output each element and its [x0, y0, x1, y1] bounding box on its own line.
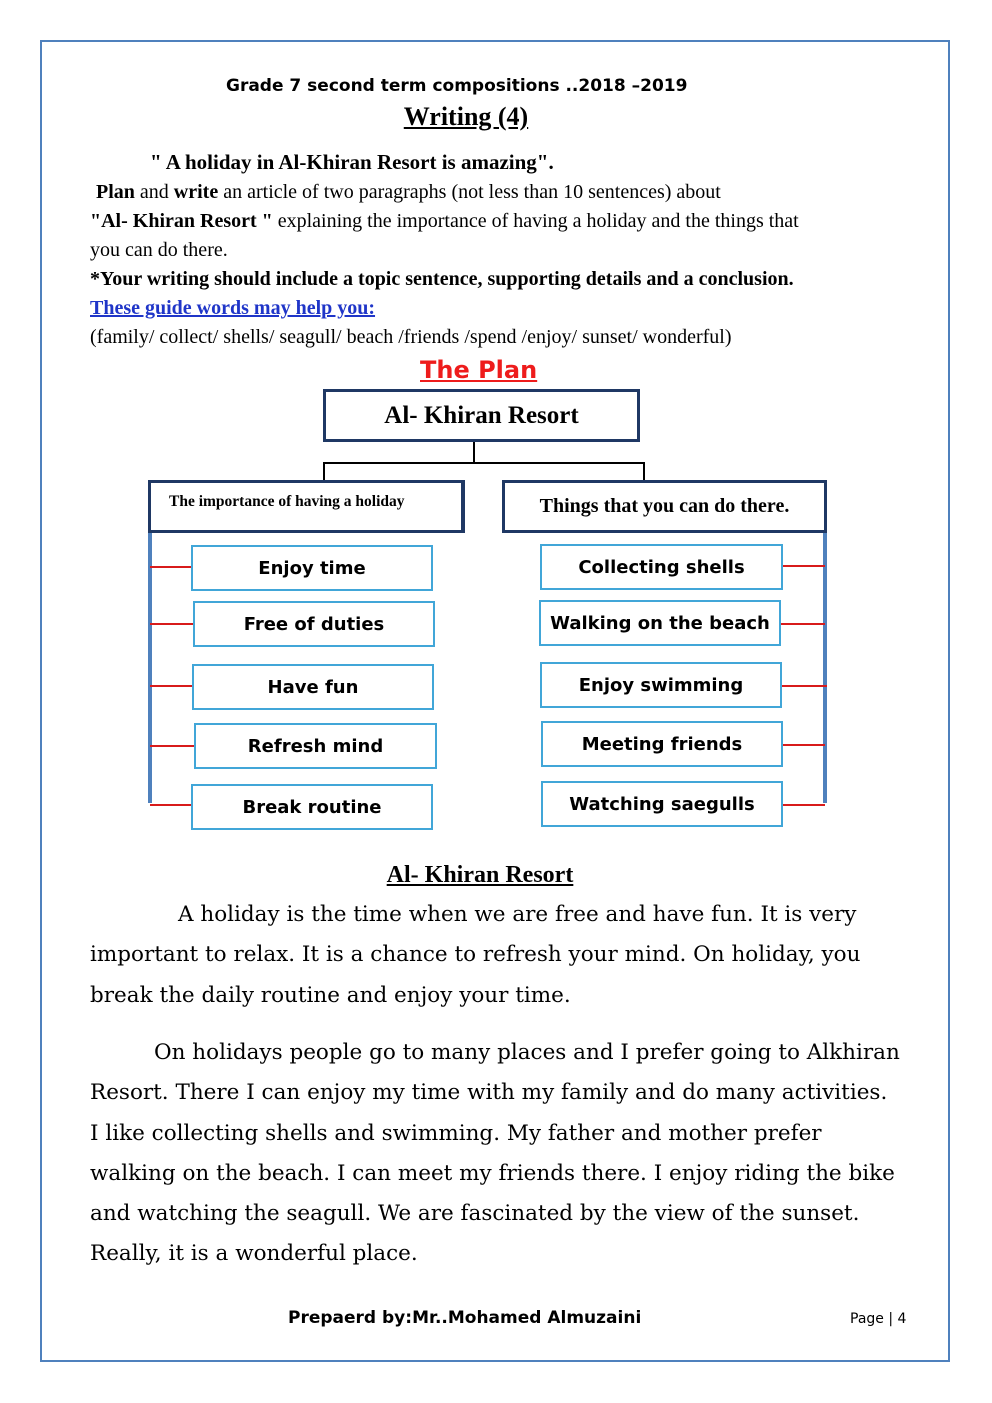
right-connector — [783, 565, 825, 567]
essay-paragraph-2 — [90, 1033, 920, 1275]
plan-right-item: Collecting shells — [540, 544, 783, 590]
plan-right-heading: Things that you can do there. — [502, 480, 827, 533]
footer-page-number: Page | 4 — [850, 1311, 907, 1327]
paragraph-line: On holidays people go to many places and I prefer going to Alkhiran — [154, 1040, 900, 1065]
plan-right-item: Enjoy swimming — [540, 662, 782, 708]
left-connector — [150, 566, 191, 568]
guide-words: (family/ collect/ shells/ seagull/ beach /friends /spend /enjoy/ sunset/ wonderful) — [90, 326, 732, 348]
plan-main-box: Al- Khiran Resort — [323, 389, 640, 442]
left-connector — [150, 745, 194, 747]
plan-left-item: Enjoy time — [191, 545, 433, 591]
right-connector — [782, 744, 825, 746]
plan-left-item: Refresh mind — [194, 723, 437, 769]
plan-right-item: Walking on the beach — [539, 600, 781, 646]
and-word: and — [134, 181, 174, 203]
connector-left-drop — [323, 462, 325, 480]
paragraph-line: and watching the seagull. We are fascinated by the view of the sunset. — [90, 1201, 860, 1227]
right-connector — [781, 685, 827, 687]
paragraph-line: I like collecting shells and swimming. My father and mother prefer — [90, 1120, 822, 1146]
connector-horizontal — [323, 462, 645, 464]
essay-paragraph-1 — [90, 895, 920, 1016]
plan-right-item: Meeting friends — [541, 721, 783, 767]
left-connector — [150, 804, 191, 806]
resort-name-quote: "Al- Khiran Resort " — [90, 210, 273, 232]
left-rail — [148, 533, 152, 803]
paragraph-line: Really, it is a wonderful place. — [90, 1241, 418, 1267]
topic-quote: " A holiday in Al-Khiran Resort is amazing". — [150, 150, 554, 174]
paragraph-line: important to relax. It is a chance to refresh your mind. On holiday, you — [90, 942, 861, 968]
plan-left-item: Break routine — [191, 784, 433, 830]
right-rail — [823, 533, 827, 803]
left-connector — [150, 623, 193, 625]
plan-left-heading: The importance of having a holiday — [148, 480, 465, 533]
header-title: Grade 7 second term compositions ..2018 –2019 — [226, 76, 688, 96]
connector-right-drop — [643, 462, 645, 480]
instruction-line-1-rest: an article of two paragraphs (not less than 10 sentences) about — [218, 181, 721, 203]
instruction-line-3: you can do there. — [90, 239, 228, 261]
writing-requirement: *Your writing should include a topic sentence, supporting details and a conclusion. — [90, 268, 794, 290]
paragraph-line: A holiday is the time when we are free and have fun. It is very — [178, 902, 857, 927]
right-connector — [783, 804, 825, 806]
instruction-line-2 — [90, 210, 799, 233]
plan-title: The Plan — [420, 356, 538, 384]
connector-main-stem — [473, 442, 475, 462]
paragraph-line: break the daily routine and enjoy your time. — [90, 982, 571, 1008]
instruction-line-1 — [96, 181, 721, 204]
left-connector — [150, 685, 192, 687]
paragraph-line: walking on the beach. I can meet my friends there. I enjoy riding the bike — [90, 1160, 895, 1186]
guide-words-title: These guide words may help you: — [90, 297, 376, 319]
footer-author: Prepaerd by:Mr..Mohamed Almuzaini — [288, 1308, 642, 1328]
plan-right-item: Watching saegulls — [541, 781, 783, 827]
paragraph-line: Resort. There I can enjoy my time with my family and do many activities. — [90, 1080, 888, 1106]
essay-title: Al- Khiran Resort — [386, 862, 574, 888]
instruction-line-2-rest: explaining the importance of having a holiday and the things that — [272, 210, 799, 232]
writing-title: Writing (4) — [403, 102, 529, 131]
write-word: write — [173, 181, 219, 203]
plan-left-item: Have fun — [192, 664, 434, 710]
plan-left-item: Free of duties — [193, 601, 435, 647]
right-connector — [781, 623, 825, 625]
plan-word: Plan — [96, 181, 135, 203]
